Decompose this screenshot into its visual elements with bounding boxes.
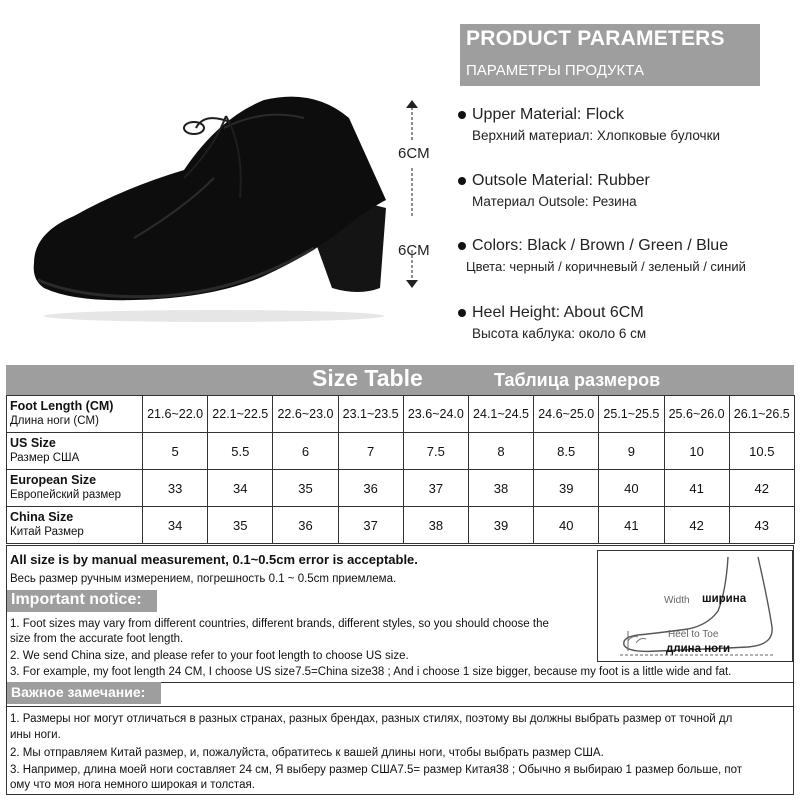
params-title-ru: ПАРАМЕТРЫ ПРОДУКТА bbox=[466, 62, 644, 79]
size-table bbox=[6, 395, 795, 544]
row-label: US Size Размер США bbox=[7, 433, 143, 470]
notice-ru-line: 1. Размеры ног могут отличаться в разных странах, разных брендах, разных стилях, поэтому вы должны выбрать размер от точной дл bbox=[10, 713, 733, 725]
param-colors bbox=[458, 237, 794, 274]
param-label-en: Outsole Material: Rubber bbox=[458, 172, 794, 190]
param-heel-height bbox=[458, 304, 794, 341]
foot-length-label-ru: длина ноги bbox=[666, 643, 731, 655]
table-cell: 5.5 bbox=[208, 433, 273, 470]
table-cell: 35 bbox=[208, 507, 273, 544]
table-cell: 42 bbox=[664, 507, 729, 544]
notice-ru-line: ому что моя нога немного широкая и толстая. bbox=[10, 779, 255, 791]
table-cell: 38 bbox=[468, 470, 533, 507]
divider bbox=[7, 706, 793, 707]
row-label: Foot Length (CM) Длина ноги (CM) bbox=[7, 396, 143, 433]
table-cell: 38 bbox=[403, 507, 468, 544]
table-cell: 39 bbox=[534, 470, 599, 507]
table-cell: 10.5 bbox=[729, 433, 794, 470]
param-label-ru: Материал Outsole: Резина bbox=[472, 194, 637, 209]
table-cell: 34 bbox=[143, 507, 208, 544]
foot-length-label-en: Heel to Toe bbox=[668, 629, 719, 640]
table-row bbox=[7, 433, 795, 470]
params-title-en: PRODUCT PARAMETERS bbox=[466, 27, 725, 50]
table-cell: 26.1~26.5 bbox=[729, 396, 794, 433]
product-parameters-header bbox=[460, 24, 760, 86]
table-cell: 10 bbox=[664, 433, 729, 470]
row-label: European Size Европейский размер bbox=[7, 470, 143, 507]
table-cell: 5 bbox=[143, 433, 208, 470]
table-cell: 7.5 bbox=[403, 433, 468, 470]
table-cell: 41 bbox=[664, 470, 729, 507]
accuracy-note-ru: Весь размер ручным измерением, погрешность 0.1 ~ 0.5cm приемлема. bbox=[10, 573, 397, 585]
table-row bbox=[7, 507, 795, 544]
notice-ru-line: 2. Мы отправляем Китай размер, и, пожалуйста, обратитесь к вашей длины ноги, чтобы выбрать размер США. bbox=[10, 747, 604, 759]
table-cell: 40 bbox=[534, 507, 599, 544]
param-label-en: Upper Material: Flock bbox=[458, 106, 794, 124]
param-label-ru: Цвета: черный / коричневый / зеленый / синий bbox=[466, 259, 746, 274]
table-cell: 22.6~23.0 bbox=[273, 396, 338, 433]
table-cell: 9 bbox=[599, 433, 664, 470]
table-cell: 35 bbox=[273, 470, 338, 507]
table-row bbox=[7, 396, 795, 433]
important-notice-header bbox=[7, 590, 157, 612]
table-cell: 8.5 bbox=[534, 433, 599, 470]
table-cell: 36 bbox=[273, 507, 338, 544]
table-cell: 21.6~22.0 bbox=[143, 396, 208, 433]
table-cell: 40 bbox=[599, 470, 664, 507]
table-cell: 24.6~25.0 bbox=[534, 396, 599, 433]
foot-width-label-en: Width bbox=[664, 595, 690, 606]
heel-height-label: 6CM bbox=[398, 242, 430, 259]
param-upper-material bbox=[458, 106, 794, 143]
important-notice-ru-header bbox=[7, 682, 161, 704]
size-table-title-bar bbox=[6, 365, 794, 395]
size-table-section bbox=[6, 365, 794, 795]
param-label-en: Colors: Black / Brown / Green / Blue bbox=[458, 237, 794, 255]
table-cell: 42 bbox=[729, 470, 794, 507]
table-cell: 37 bbox=[403, 470, 468, 507]
table-cell: 6 bbox=[273, 433, 338, 470]
param-label-ru: Высота каблука: около 6 см bbox=[472, 326, 647, 341]
shoe-image bbox=[14, 88, 414, 328]
size-table-title-en: Size Table bbox=[312, 365, 423, 391]
table-row bbox=[7, 470, 795, 507]
table-cell: 25.6~26.0 bbox=[664, 396, 729, 433]
notice-line: size from the accurate foot length. bbox=[10, 633, 184, 645]
param-label-en: Heel Height: About 6CM bbox=[458, 304, 794, 322]
table-cell: 7 bbox=[338, 433, 403, 470]
table-cell: 39 bbox=[468, 507, 533, 544]
size-table-title-ru: Таблица размеров bbox=[494, 370, 661, 390]
notice-ru-line: ины ноги. bbox=[10, 729, 61, 741]
foot-width-label-ru: ширина bbox=[702, 593, 747, 605]
upper-height-label: 6CM bbox=[398, 145, 430, 162]
accuracy-note-en: All size is by manual measurement, 0.1~0.5cm error is acceptable. bbox=[10, 552, 418, 567]
height-dimension-markers bbox=[392, 100, 452, 290]
important-notice-title: Important notice: bbox=[11, 591, 142, 608]
notice-line: 2. We send China size, and please refer to your foot length to choose US size. bbox=[10, 650, 409, 662]
table-cell: 36 bbox=[338, 470, 403, 507]
notice-line: 1. Foot sizes may vary from different countries, different brands, different styles, so you should choose the bbox=[10, 618, 549, 630]
table-cell: 8 bbox=[468, 433, 533, 470]
table-cell: 43 bbox=[729, 507, 794, 544]
param-label-ru: Верхний материал: Хлопковые булочки bbox=[472, 128, 721, 143]
param-outsole-material bbox=[458, 172, 794, 209]
row-label: China Size Китай Размер bbox=[7, 507, 143, 544]
table-cell: 23.1~23.5 bbox=[338, 396, 403, 433]
foot-measurement-diagram bbox=[597, 550, 793, 662]
table-cell: 25.1~25.5 bbox=[599, 396, 664, 433]
notes-box bbox=[6, 545, 794, 795]
notice-ru-line: 3. Например, длина моей ноги составляет 24 см, Я выберу размер США7.5= размер Китая38 ; Обычно я выбираю 1 размер больше, пот bbox=[10, 764, 743, 776]
table-cell: 33 bbox=[143, 470, 208, 507]
notice-line: 3. For example, my foot length 24 CM, I choose US size7.5=China size38 ; And i choose 1 size bigger, because my foot is a little wide and fat. bbox=[10, 666, 732, 678]
important-notice-ru-title: Важное замечание: bbox=[11, 684, 146, 700]
table-cell: 34 bbox=[208, 470, 273, 507]
table-cell: 37 bbox=[338, 507, 403, 544]
table-cell: 22.1~22.5 bbox=[208, 396, 273, 433]
table-cell: 41 bbox=[599, 507, 664, 544]
table-cell: 24.1~24.5 bbox=[468, 396, 533, 433]
table-cell: 23.6~24.0 bbox=[403, 396, 468, 433]
